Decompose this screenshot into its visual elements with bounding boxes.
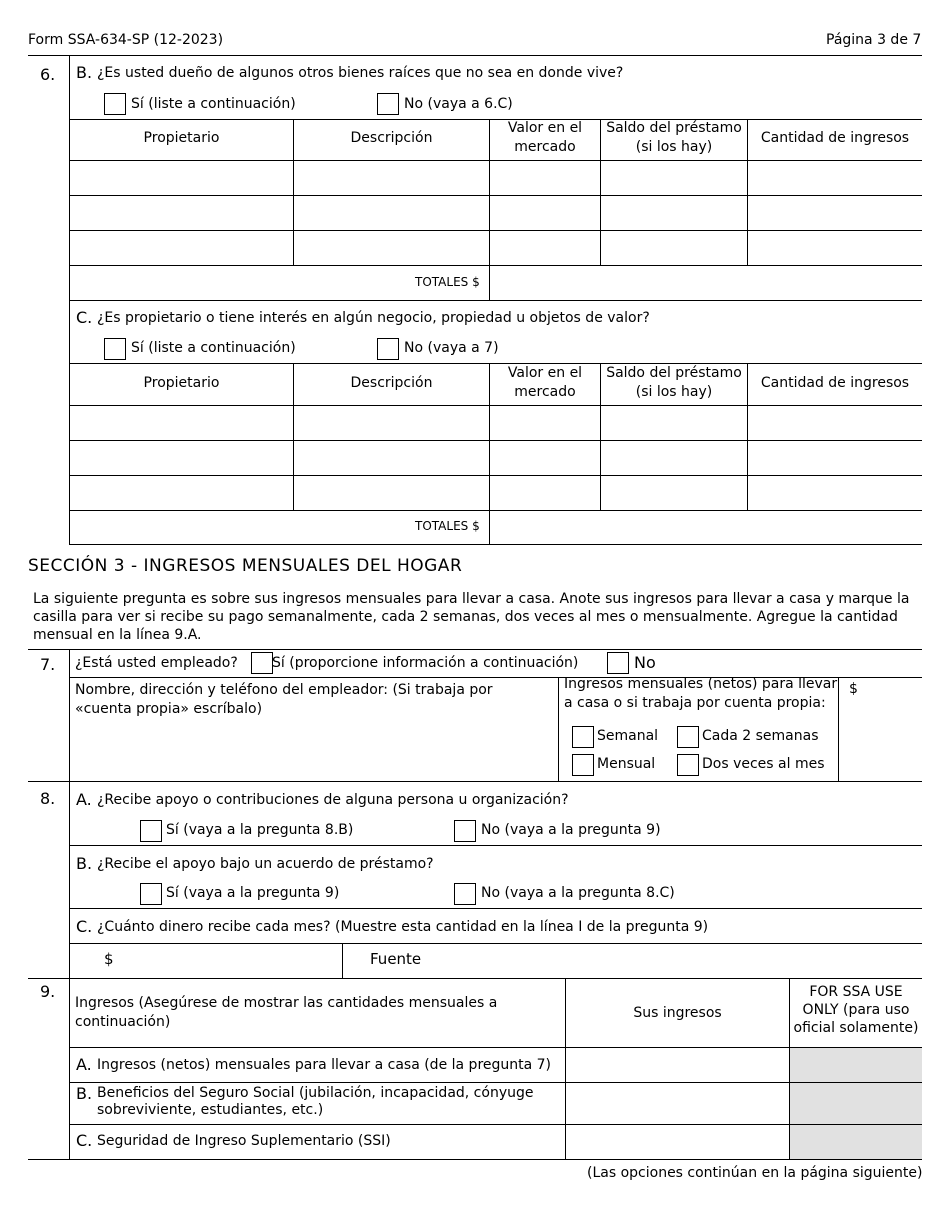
q9b-income-input[interactable] [566,1083,789,1124]
q8c-dollar: $ [104,950,114,968]
ssa-use-shaded-area [790,1048,922,1159]
q8c-question: ¿Cuánto dinero recibe cada mes? (Muestre esta cantidad en la línea I de la pregunta 9) [97,919,709,935]
q8b-question: ¿Recibe el apoyo bajo un acuerdo de préstamo? [97,856,434,872]
q6c-col-income: Cantidad de ingresos [760,375,910,391]
q6b-col-loan-balance: Saldo del préstamo (si los hay) [606,120,742,155]
q6c-totals-input[interactable] [490,511,922,544]
q8a-letter: A. [76,790,92,809]
q6b-totals-input[interactable] [490,266,922,300]
q9-divider-1 [69,1047,922,1048]
q8b-no-checkbox[interactable] [454,883,476,905]
q9-divider-3 [69,1124,922,1125]
q9b-label: Beneficios del Seguro Social (jubilación, incapacidad, cónyuge sobreviviente, estudiantes, etc.) [97,1085,534,1118]
q6b-col-description: Descripción [350,130,433,146]
q8c-letter: C. [76,917,93,936]
q6b-no-label: No (vaya a 6.C) [404,96,513,112]
q8a-yes-label: Sí (vaya a la pregunta 8.B) [166,822,354,838]
q9a-letter: A. [76,1055,92,1074]
q7-employer-label: Nombre, dirección y teléfono del empleador: (Si trabaja por «cuenta propia» escríbalo) [75,682,493,717]
q8c-amount-input[interactable] [120,944,342,978]
q8a-no-checkbox[interactable] [454,820,476,842]
q8c-col-divider [342,943,343,978]
q6b-col-market-value: Valor en el mercado [507,120,583,155]
q8-top-rule [28,781,922,782]
q9-your-income-header: Sus ingresos [633,1005,722,1021]
q6b-letter: B. [76,63,93,82]
q7-monthly-checkbox[interactable] [572,754,594,776]
q9b-letter: B. [76,1084,93,1103]
q7-col-divider-2 [838,677,839,781]
q7-yes-label: Sí (proporcione información a continuación) [272,655,579,671]
q9-bottom-rule [28,1159,922,1160]
q9-top-rule [28,978,922,979]
section3-title: SECCIÓN 3 - INGRESOS MENSUALES DEL HOGAR [28,556,463,576]
q6c-letter: C. [76,308,93,327]
q6b-yes-label: Sí (liste a continuación) [131,96,296,112]
q8-divider-2 [69,908,922,909]
q9-header-label: Ingresos (Asegúrese de mostrar las cantidades mensuales a continuación) [75,995,498,1030]
q6b-owner-cell[interactable] [70,161,293,195]
q7-twice-monthly-checkbox[interactable] [677,754,699,776]
q7-dollar: $ [849,681,858,697]
q7-monthly-label: Mensual [597,756,656,772]
q9-left-rule [69,978,70,1159]
q9c-letter: C. [76,1131,93,1150]
q6b-col-owner: Propietario [143,130,220,146]
q7-biweekly-checkbox[interactable] [677,726,699,748]
q6c-no-checkbox[interactable] [377,338,399,360]
q7-no-label: No [634,653,656,672]
q6b-yes-checkbox[interactable] [104,93,126,115]
q7-q9-left-rule [69,649,70,979]
q9c-income-input[interactable] [566,1125,789,1159]
q6b-totals-label: TOTALES $ [415,275,480,289]
q7-income-label: Ingresos mensuales (netos) para llevar a casa o si trabaja por cuenta propia: [564,676,838,711]
q7-no-checkbox[interactable] [607,652,629,674]
q6c-yes-label: Sí (liste a continuación) [131,340,296,356]
q8b-no-label: No (vaya a la pregunta 8.C) [481,885,675,901]
page-number: Página 3 de 7 [826,32,922,48]
q7-weekly-checkbox[interactable] [572,726,594,748]
q7-biweekly-label: Cada 2 semanas [702,728,819,744]
q6c-totals-label: TOTALES $ [415,519,480,533]
q8a-no-label: No (vaya a la pregunta 9) [481,822,661,838]
q7-amount-input[interactable] [860,678,922,781]
q6-number: 6. [40,65,56,84]
q6c-col-market-value: Valor en el mercado [507,365,583,400]
q7-yes-checkbox[interactable] [251,652,273,674]
q7-twice-monthly-label: Dos veces al mes [702,756,825,772]
q9a-label: Ingresos (netos) mensuales para llevar a casa (de la pregunta 7) [97,1057,552,1073]
q8a-yes-checkbox[interactable] [140,820,162,842]
section3-intro: La siguiente pregunta es sobre sus ingresos mensuales para llevar a casa. Anote sus ingresos para llevar a casa y marque la casilla para ver si recibe su pago semanalmente, cada 2 semanas, dos veces al mes o mensualmente. Agregue la cantidad mensual en la línea 9.A. [33,591,910,643]
q8b-yes-label: Sí (vaya a la pregunta 9) [166,885,340,901]
q6b-col-income: Cantidad de ingresos [760,130,910,146]
q9-col-divider-2 [789,978,790,1159]
q6c-col-description: Descripción [350,375,433,391]
continued-note: (Las opciones continúan en la página siguiente) [587,1165,923,1181]
q6c-no-label: No (vaya a 7) [404,340,499,356]
q8c-source-label: Fuente [370,950,422,968]
q9c-label: Seguridad de Ingreso Suplementario (SSI) [97,1133,391,1149]
q8-divider-1 [69,845,922,846]
q8-number: 8. [40,789,56,808]
q7-question: ¿Está usted empleado? [75,655,238,671]
q9-divider-2 [69,1082,922,1083]
header-divider [28,55,922,56]
form-id: Form SSA-634-SP (12-2023) [28,32,224,48]
q7-employer-input[interactable] [70,720,558,780]
q9a-income-input[interactable] [566,1048,789,1082]
q6c-yes-checkbox[interactable] [104,338,126,360]
q6c-col-loan-balance: Saldo del préstamo (si los hay) [606,365,742,400]
q6c-question: ¿Es propietario o tiene interés en algún negocio, propiedad u objetos de valor? [97,310,650,326]
q7-weekly-label: Semanal [597,728,659,744]
q6b-no-checkbox[interactable] [377,93,399,115]
q7-number: 7. [40,655,56,674]
q6b-question: ¿Es usted dueño de algunos otros bienes raíces que no sea en donde vive? [97,65,624,81]
q9-number: 9. [40,982,56,1001]
q8b-letter: B. [76,854,93,873]
q8a-question: ¿Recibe apoyo o contribuciones de alguna persona u organización? [97,792,569,808]
q9-ssa-use-header: FOR SSA USE ONLY (para uso oficial solamente) [793,984,919,1036]
q8c-source-input[interactable] [430,944,922,978]
q7-top-rule [28,649,922,650]
q6c-col-owner: Propietario [143,375,220,391]
q8b-yes-checkbox[interactable] [140,883,162,905]
q7-col-divider-1 [558,677,559,781]
